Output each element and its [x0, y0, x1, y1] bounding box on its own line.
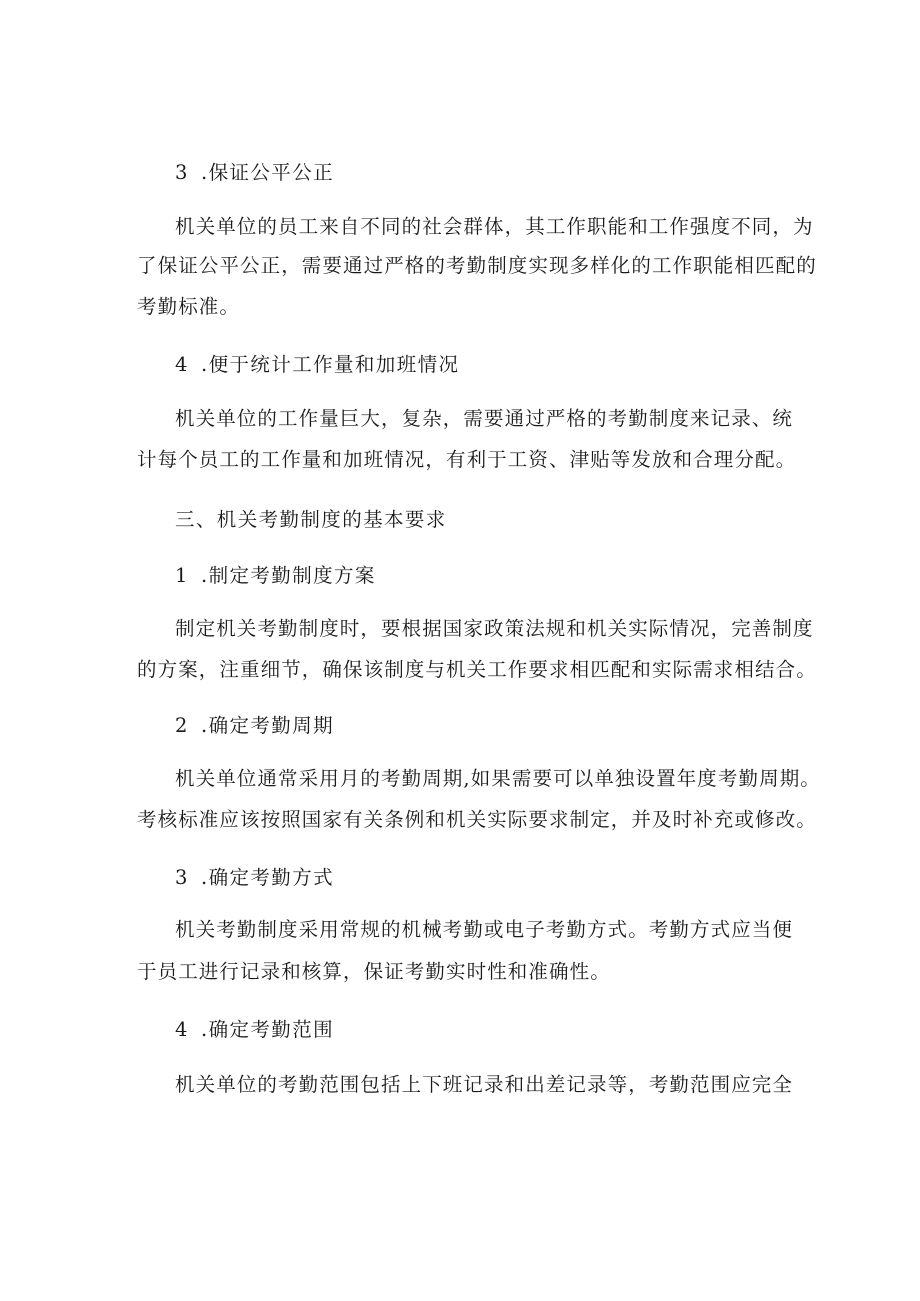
requirement-number: 2: [175, 714, 189, 737]
requirement-number: 3: [175, 866, 189, 889]
requirement-number: 4: [175, 1018, 189, 1041]
paragraph-line: 于员工进行记录和核算，保证考勤实时性和准确性。: [137, 960, 611, 983]
chapter-heading: 三、机关考勤制度的基本要求: [175, 508, 447, 531]
paragraph-line: 机关考勤制度采用常规的机械考勤或电子考勤方式。考勤方式应当便: [175, 918, 794, 941]
paragraph-line: 机关单位的考勤范围包括上下班记录和出差记录等，考勤范围应完全: [175, 1073, 794, 1096]
requirement-number: 1: [175, 564, 189, 587]
section-title: .保证公平公正: [201, 161, 334, 184]
paragraph-line: 制定机关考勤制度时，要根据国家政策法规和机关实际情况，完善制度: [175, 617, 814, 640]
requirement-title: .制定考勤制度方案: [201, 564, 376, 587]
section-number: 3: [175, 161, 189, 184]
requirement-title: .确定考勤范围: [201, 1018, 334, 1041]
requirement-title: .确定考勤周期: [201, 714, 334, 737]
paragraph-line: 机关单位通常采用月的考勤周期,如果需要可以单独设置年度考勤周期。: [175, 767, 821, 790]
section-title: .便于统计工作量和加班情况: [201, 353, 460, 376]
paragraph-line: 考勤标准。: [137, 295, 241, 318]
section-heading: [175, 163, 334, 183]
requirement-heading: [175, 868, 334, 888]
requirement-heading: [175, 1020, 334, 1040]
requirement-heading: [175, 566, 376, 586]
paragraph-line: 机关单位的员工来自不同的社会群体，其工作职能和工作强度不同，为: [175, 215, 814, 238]
paragraph-line: 考核标准应该按照国家有关条例和机关实际要求制定，并及时补充或修改。: [137, 808, 817, 831]
requirement-heading: [175, 716, 334, 736]
paragraph-line: 机关单位的工作量巨大，复杂，需要通过严格的考勤制度来记录、统: [175, 407, 794, 430]
section-heading: [175, 355, 459, 375]
paragraph-line: 的方案，注重细节，确保该制度与机关工作要求相匹配和实际需求相结合。: [137, 658, 817, 681]
section-number: 4: [175, 353, 189, 376]
requirement-title: .确定考勤方式: [201, 866, 334, 889]
paragraph-line: 了保证公平公正，需要通过严格的考勤制度实现多样化的工作职能相匹配的: [137, 254, 817, 277]
paragraph-line: 计每个员工的工作量和加班情况，有利于工资、津贴等发放和合理分配。: [137, 448, 797, 471]
